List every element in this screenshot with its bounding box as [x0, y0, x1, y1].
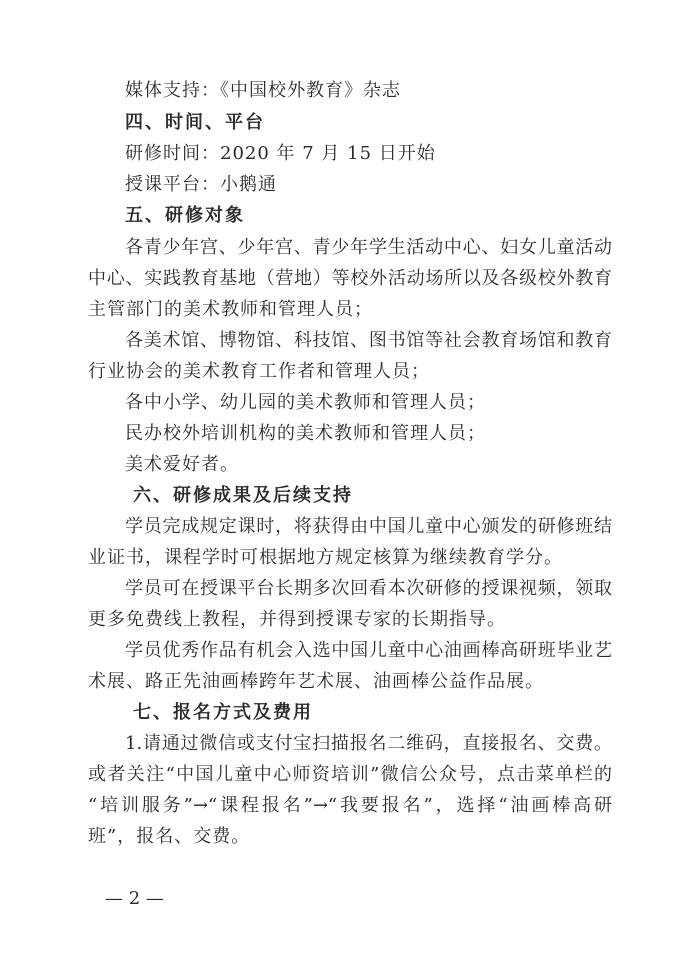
paragraph-line: 各青少年宫、少年宫、青少年学生活动中心、妇女儿童活动	[125, 237, 612, 258]
section-heading-registration: 七、报名方式及费用	[133, 702, 313, 723]
paragraph-line: 行业协会的美术教育工作者和管理人员；	[88, 361, 430, 382]
paragraph-line: 学员可在授课平台长期多次回看本次研修的授课视频，领取	[125, 578, 612, 599]
paragraph-line: 学员完成规定课时，将获得由中国儿童中心颁发的研修班结	[125, 516, 612, 537]
section-heading-outcomes: 六、研修成果及后续支持	[133, 485, 353, 506]
training-time-line: 研修时间：2020 年 7 月 15 日开始	[125, 143, 436, 164]
paragraph-line: 1.请通过微信或支付宝扫描报名二维码，直接报名、交费。	[125, 733, 612, 754]
paragraph-line: 民办校外培训机构的美术教师和管理人员；	[125, 423, 486, 444]
paragraph-line: 各美术馆、博物馆、科技馆、图书馆等社会教育场馆和教育	[125, 330, 612, 351]
paragraph-line: “培训服务”→“课程报名”→“我要报名”，选择“油画棒高研	[88, 795, 612, 816]
media-support-line: 媒体支持：《中国校外教育》杂志	[125, 80, 401, 101]
paragraph-line: 或者关注“中国儿童中心师资培训”微信公众号，点击菜单栏的	[88, 764, 612, 785]
paragraph-line: 班”，报名、交费。	[88, 826, 251, 847]
paragraph-line: 各中小学、幼儿园的美术教师和管理人员；	[125, 392, 486, 413]
paragraph-line: 学员优秀作品有机会入选中国儿童中心油画棒高研班毕业艺	[125, 640, 612, 661]
paragraph-line: 业证书，课程学时可根据地方规定核算为继续教育学分。	[88, 547, 563, 568]
paragraph-line: 术展、路正先油画棒跨年艺术展、油画棒公益作品展。	[88, 671, 544, 692]
page-number: — 2 —	[105, 888, 164, 909]
teaching-platform-line: 授课平台：小鹅通	[125, 174, 277, 195]
paragraph-line: 美术爱好者。	[125, 454, 239, 475]
paragraph-line: 中心、实践教育基地（营地）等校外活动场所以及各级校外教育	[88, 268, 612, 289]
section-heading-time-platform: 四、时间、平台	[125, 112, 265, 133]
paragraph-line: 更多免费线上教程，并得到授课专家的长期指导。	[88, 609, 506, 630]
paragraph-line: 主管部门的美术教师和管理人员；	[88, 299, 373, 320]
section-heading-audience: 五、研修对象	[125, 205, 245, 226]
